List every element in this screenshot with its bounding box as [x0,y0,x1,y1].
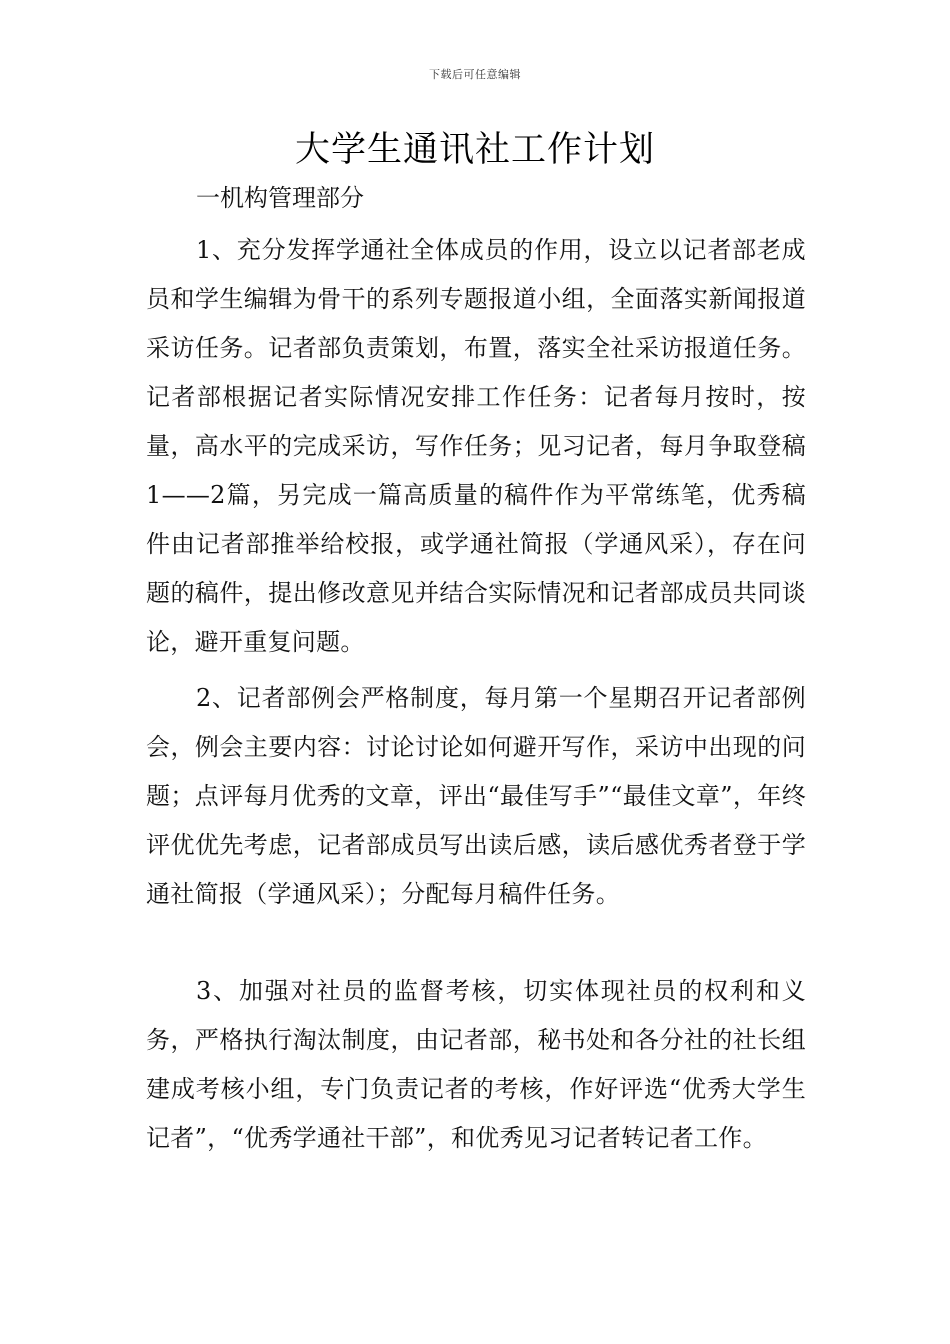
paragraph-2: 2、记者部例会严格制度，每月第一个星期召开记者部例会，例会主要内容：讨论讨论如何避开写作，采访中出现的问题；点评每月优秀的文章，评出“最佳写手”“最佳文章”，年终评优优先考虑，记者部成员写出读后感，读后感优秀者登于学通社简报（学通风采）；分配每月稿件任务。 [146,684,806,908]
section-heading: 一机构管理部分 [196,184,364,212]
header-note: 下载后可任意编辑 [429,68,521,81]
paragraph-3: 3、加强对社员的监督考核，切实体现社员的权利和义务，严格执行淘汰制度，由记者部，秘书处和各分社的社长组建成考核小组，专门负责记者的考核，作好评选“优秀大学生记者”，“优秀学通社干部”，和优秀见习记者转记者工作。 [146,977,806,1152]
document-title: 大学生通讯社工作计划 [294,130,655,170]
paragraph-1: 1、充分发挥学通社全体成员的作用，设立以记者部老成员和学生编辑为骨干的系列专题报道小组，全面落实新闻报道采访任务。记者部负责策划，布置，落实全社采访报道任务。记者部根据记者实际情况安排工作任务：记者每月按时，按量，高水平的完成采访，写作任务；见习记者，每月争取登稿1——2篇，另完成一篇高质量的稿件作为平常练笔，优秀稿件由记者部推举给校报，或学通社简报（学通风采），存在问题的稿件，提出修改意见并结合实际情况和记者部成员共同谈论，避开重复问题。 [146,236,806,656]
